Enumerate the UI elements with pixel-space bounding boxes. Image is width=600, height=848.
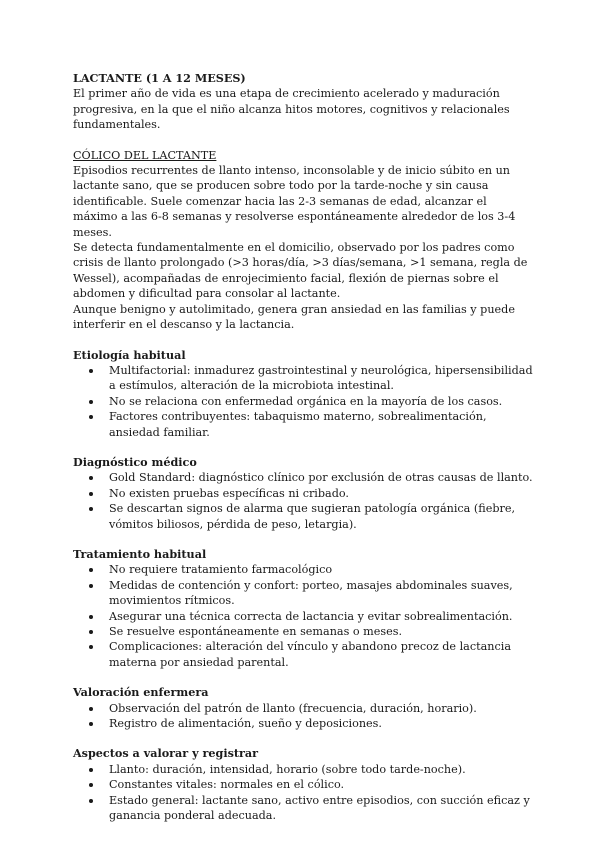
list-item: Complicaciones: alteración del vínculo y abandono precoz de lactancia materna por ansiedad parental. [73,639,533,670]
section-title-aspectos: Aspectos a valorar y registrar [73,746,259,761]
bullet-icon [89,799,93,803]
bullet-icon [89,584,93,588]
list-item: Multifactorial: inmadurez gastrointestinal y neurológica, hipersensibilidad a estímulos, alteración de la microbiota intestinal. [73,363,533,394]
etiologia-list [73,363,533,440]
list-item: No existen pruebas específicas ni cribado. [73,486,533,501]
bullet-icon [89,630,93,634]
list-item: Se descartan signos de alarma que sugieran patología orgánica (fiebre, vómitos biliosos, pérdida de peso, letargia). [73,501,533,532]
aspectos-list [73,762,533,824]
bullet-icon [89,507,93,511]
bullet-icon [89,400,93,404]
bullet-icon [89,415,93,419]
list-item: Registro de alimentación, sueño y deposiciones. [73,716,533,731]
list-item: Constantes vitales: normales en el cólico. [73,777,533,792]
bullet-icon [89,783,93,787]
bullet-icon [89,476,93,480]
list-item: Estado general: lactante sano, activo entre episodios, con succión eficaz y ganancia ponderal adecuada. [73,793,533,824]
intro-text: El primer año de vida es una etapa de crecimiento acelerado y maduración progresiva, en la que el niño alcanza hitos motores, cognitivos y relacionales fundamentales. [73,87,510,132]
document-page [73,71,533,823]
list-item: Asegurar una técnica correcta de lactancia y evitar sobrealimentación. [73,609,533,624]
section-title-valoracion: Valoración enfermera [73,685,209,700]
colico-paragraph: Aunque benigno y autolimitado, genera gran ansiedad en las familias y puede interferir en el descanso y la lactancia. [73,302,515,332]
bullet-icon [89,722,93,726]
bullet-icon [89,369,93,373]
section-title-tratamiento: Tratamiento habitual [73,546,207,561]
bullet-icon [89,615,93,619]
list-item: Factores contribuyentes: tabaquismo materno, sobrealimentación, ansiedad familiar. [73,409,533,440]
list-item: No se relaciona con enfermedad orgánica en la mayoría de los casos. [73,394,533,409]
bullet-icon [89,492,93,496]
intro-title: LACTANTE (1 A 12 MESES) [73,71,246,85]
colico-paragraph: Se detecta fundamentalmente en el domicilio, observado por los padres como crisis de llanto prolongado (>3 horas/día, >3 días/semana, >1 semana, regla de Wessel), acompañadas de enrojecimiento facial, flexión de piernas sobre el abdomen y dificultad para consolar al lactante. [73,241,528,301]
section-title-etiologia: Etiología habitual [73,347,186,362]
colico-paragraph: Episodios recurrentes de llanto intenso, inconsolable y de inicio súbito en un lactante sano, que se producen sobre todo por la tarde-noche y sin causa identificable. Suele comenzar hacia las 2-3 semanas de edad, alcanzar el máximo a las 6-8 semanas y resolverse espontáneamente alrededor de los 3-4 meses. [73,164,516,239]
valoracion-list [73,701,533,732]
list-item: Observación del patrón de llanto (frecuencia, duración, horario). [73,701,533,716]
tratamiento-list [73,562,533,670]
bullet-icon [89,768,93,772]
bullet-icon [89,707,93,711]
diagnostico-list [73,470,533,532]
list-item: Llanto: duración, intensidad, horario (sobre todo tarde-noche). [73,762,533,777]
colico-title: CÓLICO DEL LACTANTE [73,148,217,162]
bullet-icon [89,568,93,572]
list-item: Medidas de contención y confort: porteo, masajes abdominales suaves, movimientos rítmicos. [73,578,533,609]
list-item: No requiere tratamiento farmacológico [73,562,533,577]
list-item: Se resuelve espontáneamente en semanas o meses. [73,624,533,639]
section-title-diagnostico: Diagnóstico médico [73,454,197,469]
bullet-icon [89,645,93,649]
list-item: Gold Standard: diagnóstico clínico por exclusión de otras causas de llanto. [73,470,533,485]
